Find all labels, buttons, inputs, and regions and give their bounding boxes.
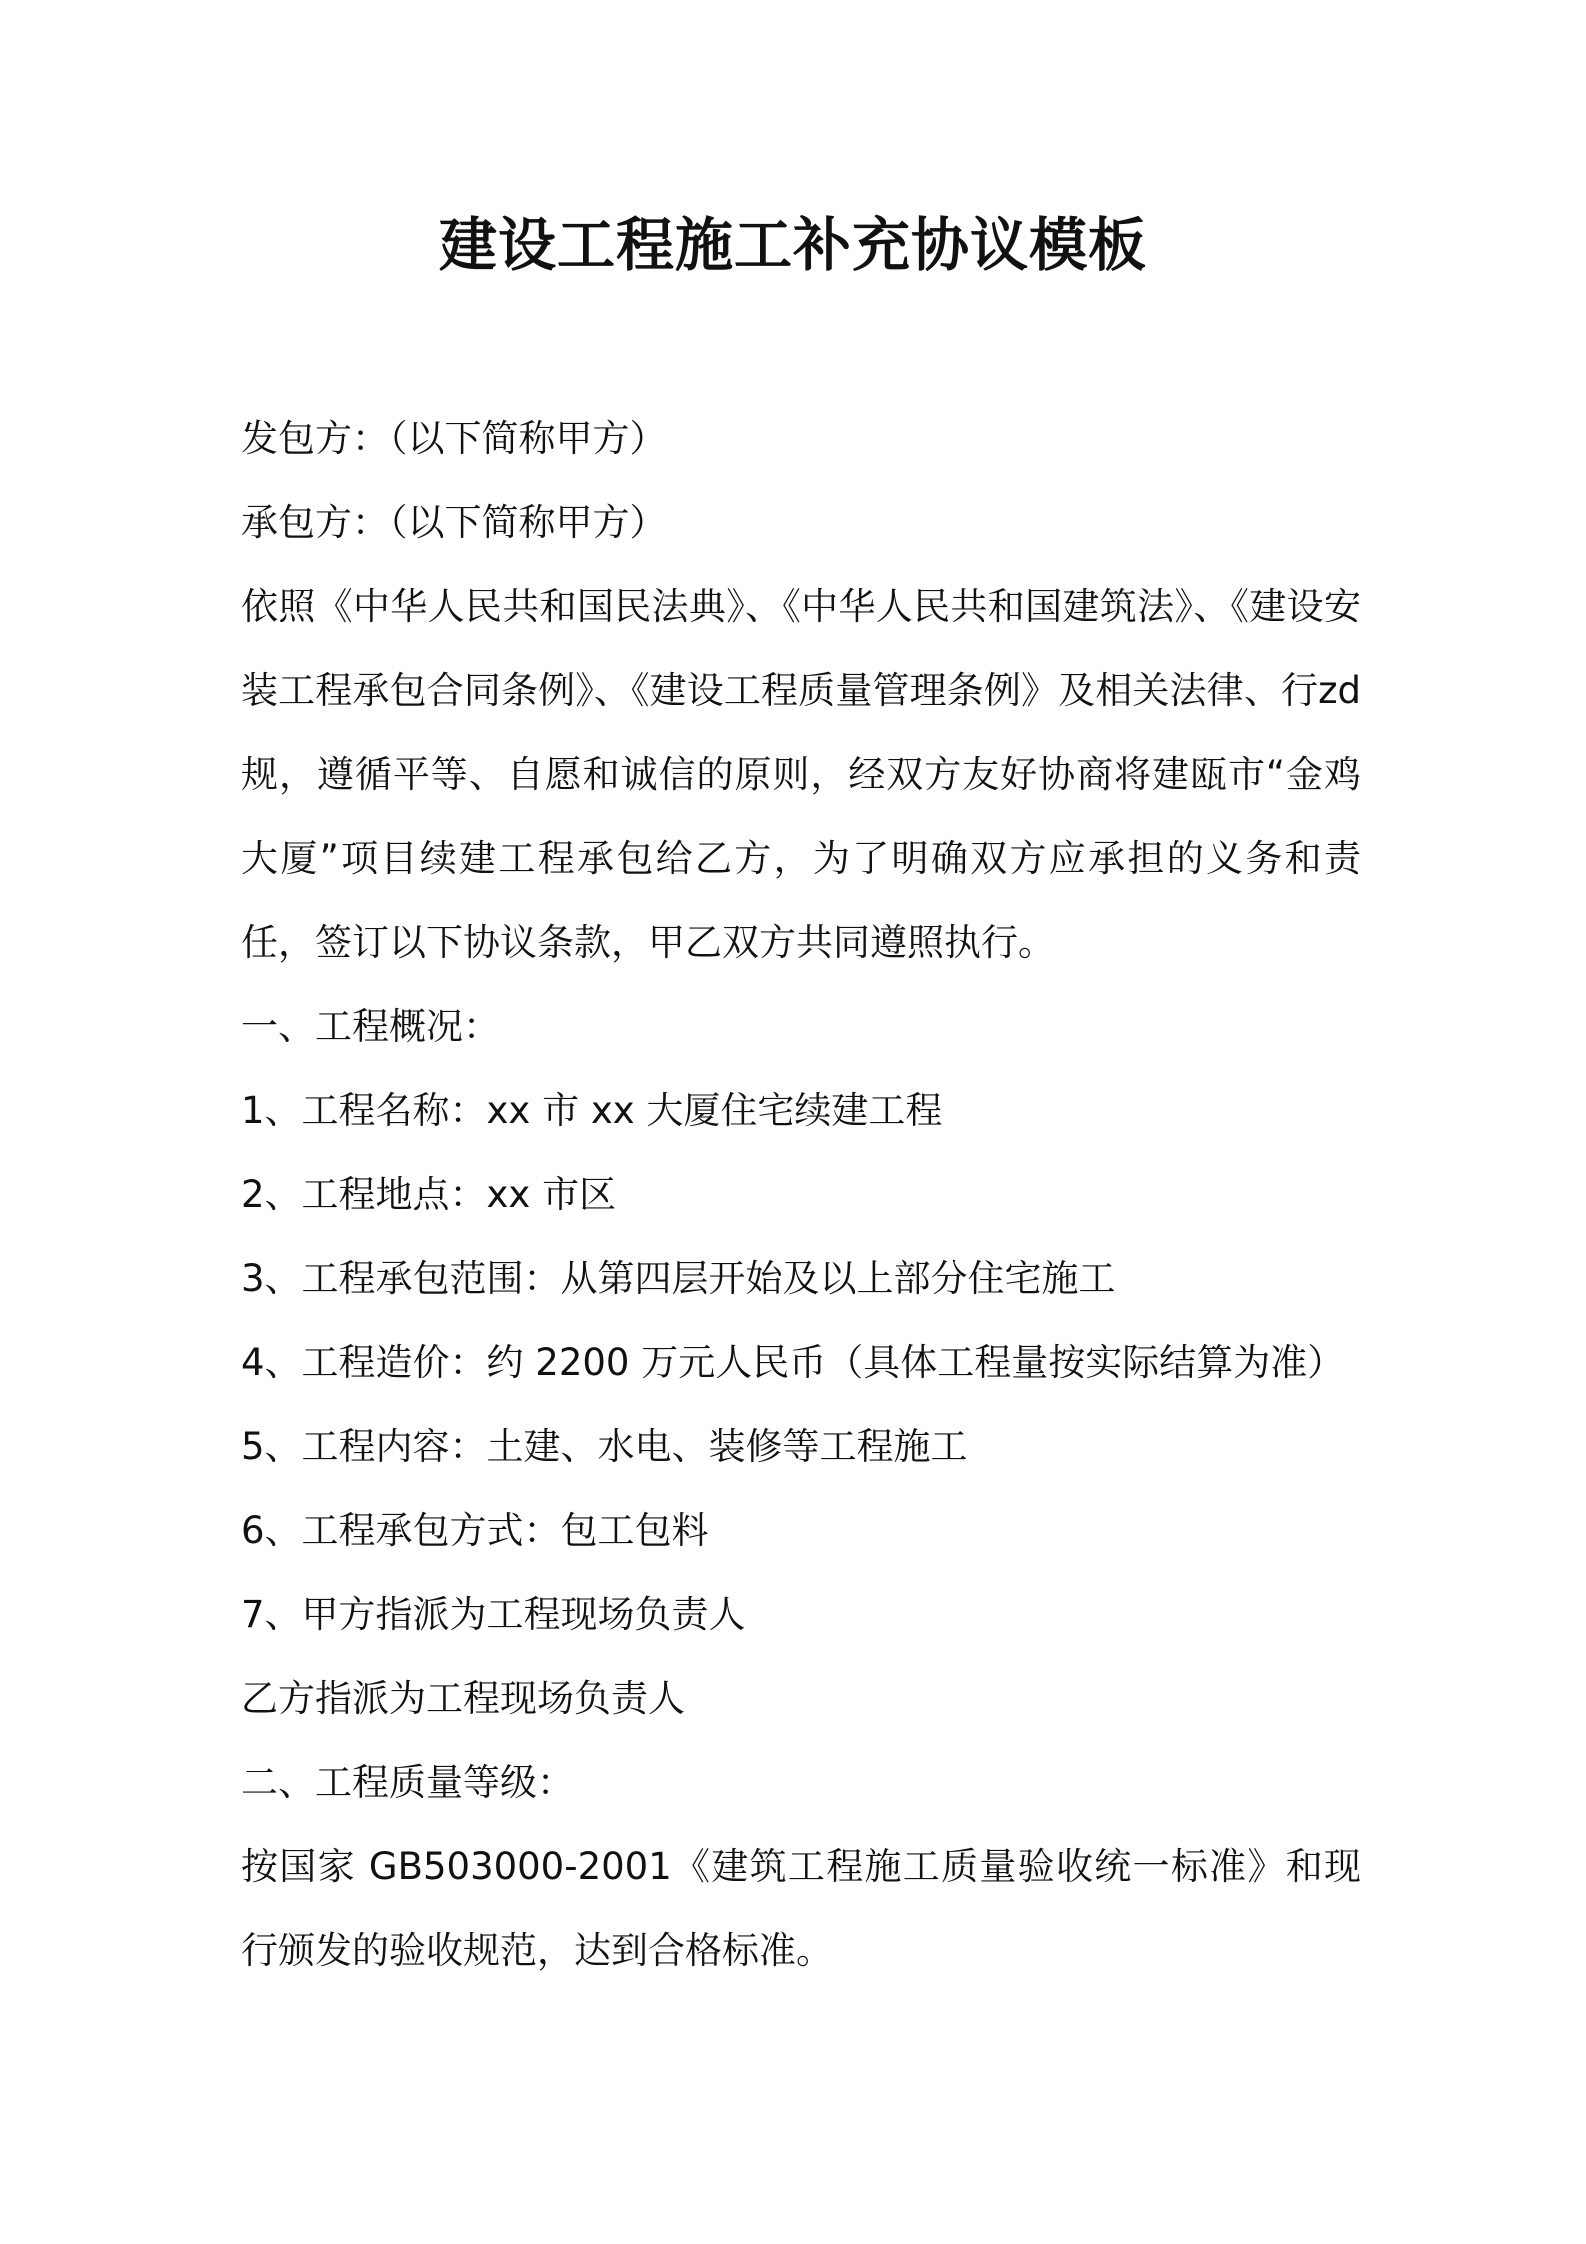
- document-body: [241, 397, 1361, 1993]
- preamble-paragraph: 依照《中华人民共和国民法典》、《中华人民共和国建筑法》、《建设安装工程承包合同条例》、《建设工程质量管理条例》及相关法律、行zd规，遵循平等、自愿和诚信的原则，经双方友好协商将建瓯市“金鸡大厦”项目续建工程承包给乙方，为了明确双方应承担的义务和责任，签订以下协议条款，甲乙双方共同遵照执行。: [241, 585, 1361, 964]
- section-heading-quality: 二、工程质量等级：: [241, 1761, 574, 1804]
- list-item: 4、工程造价：约 2200 万元人民币（具体工程量按实际结算为准）: [241, 1341, 1345, 1384]
- list-item: 6、工程承包方式：包工包料: [241, 1509, 709, 1552]
- list-item: 3、工程承包范围：从第四层开始及以上部分住宅施工: [241, 1257, 1116, 1300]
- list-item: 5、工程内容：土建、水电、装修等工程施工: [241, 1425, 968, 1468]
- list-item: 7、甲方指派为工程现场负责人: [241, 1593, 746, 1636]
- section-heading-overview: 一、工程概况：: [241, 1005, 500, 1048]
- document-title: 建设工程施工补充协议模板: [438, 211, 1147, 279]
- contractor-line: 承包方：（以下简称甲方）: [241, 501, 667, 544]
- list-item: 2、工程地点：xx 市区: [241, 1173, 617, 1216]
- quality-paragraph: 按国家 GB503000-2001《建筑工程施工质量验收统一标准》和现行颁发的验收规范，达到合格标准。: [241, 1845, 1361, 1972]
- list-item: 1、工程名称：xx 市 xx 大厦住宅续建工程: [241, 1089, 943, 1132]
- employer-line: 发包方：（以下简称甲方）: [241, 417, 667, 460]
- contractor-site-manager-line: 乙方指派为工程现场负责人: [241, 1677, 685, 1720]
